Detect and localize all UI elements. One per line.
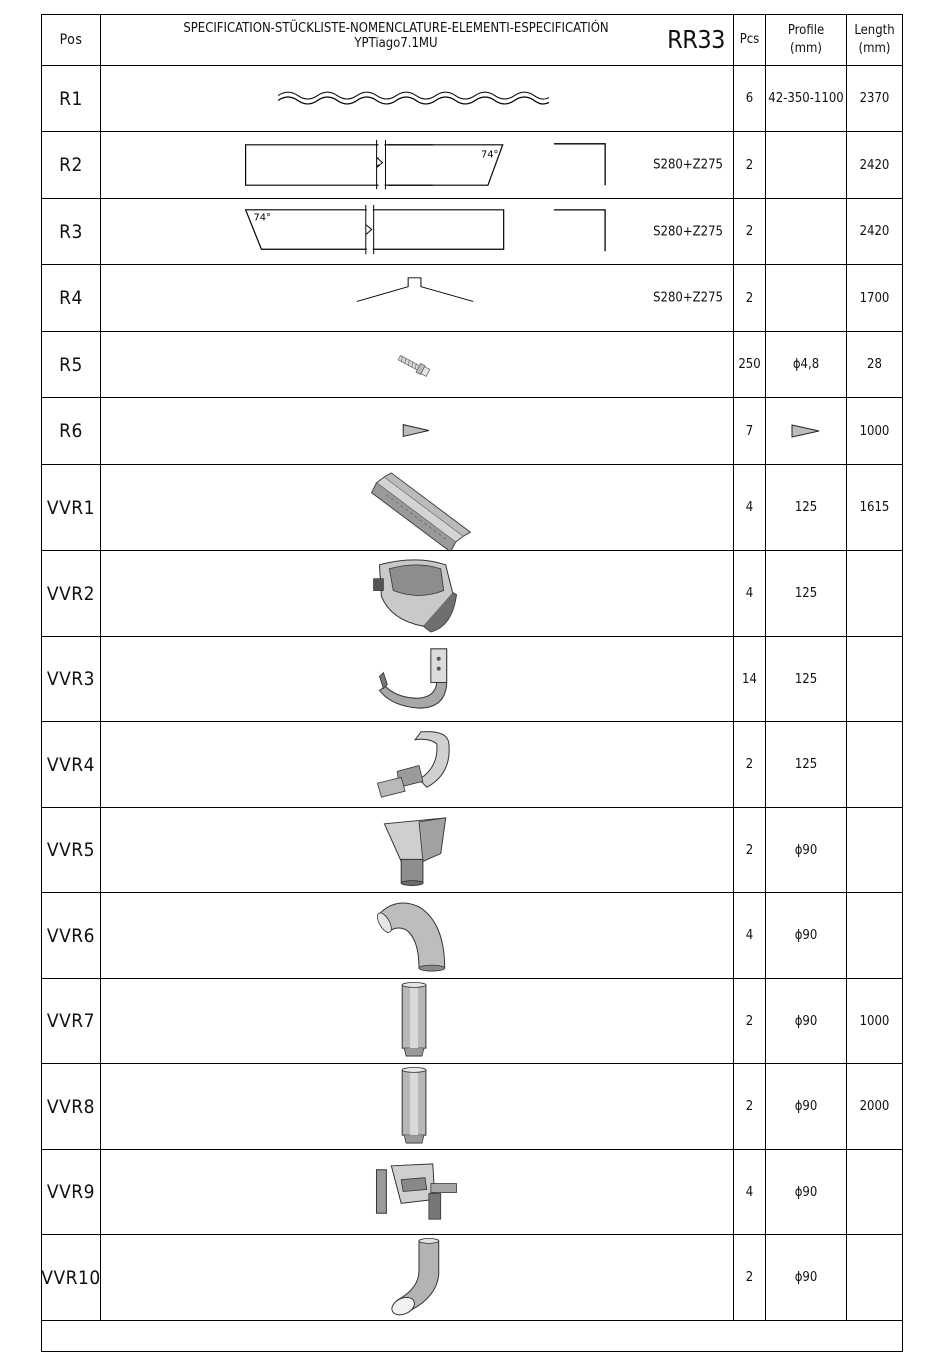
row-length: 2000 <box>859 1099 890 1114</box>
row-pos: VVR3 <box>42 637 101 721</box>
row-pos: R2 <box>42 132 101 198</box>
row-drawing <box>101 979 734 1063</box>
table-row <box>42 132 902 199</box>
row-drawing <box>101 1150 734 1234</box>
row-profile <box>766 398 847 464</box>
table-row <box>42 808 902 893</box>
table-row <box>42 465 902 551</box>
row-pcs: 6 <box>734 66 766 131</box>
specification-sheet <box>41 14 903 1352</box>
row-pos: VVR7 <box>42 979 101 1063</box>
row-profile: 42-350-1100 <box>766 66 847 131</box>
row-profile <box>766 199 847 264</box>
header-pcs: Pcs <box>734 15 766 65</box>
table-row <box>42 265 902 332</box>
row-profile: 125 <box>766 465 847 550</box>
wedge-profile-icon <box>791 423 821 439</box>
gutter-outlet-icon <box>101 808 734 892</box>
row-profile: ϕ90 <box>766 893 847 978</box>
row-profile: ϕ90 <box>766 808 847 892</box>
row-profile: 125 <box>766 722 847 807</box>
row-pos: R5 <box>42 332 101 397</box>
table-row <box>42 199 902 265</box>
row-pcs: 2 <box>734 722 766 807</box>
row-profile: 125 <box>766 551 847 636</box>
row-length: 2420 <box>859 224 890 239</box>
gutter-end-cap-icon <box>101 551 734 636</box>
row-drawing <box>101 66 734 131</box>
row-pos: VVR10 <box>42 1235 101 1320</box>
row-profile: 125 <box>766 637 847 721</box>
row-pos: VVR1 <box>42 465 101 550</box>
row-pcs: 4 <box>734 551 766 636</box>
table-row <box>42 722 902 808</box>
downpipe-2000-icon <box>101 1064 734 1149</box>
header-length-label: Length <box>854 23 895 38</box>
row-length <box>847 808 902 892</box>
row-drawing <box>101 551 734 636</box>
row-profile: ϕ90 <box>766 1235 847 1320</box>
row-pcs: 2 <box>734 265 766 331</box>
pipe-bracket-icon <box>101 1150 734 1234</box>
row-length <box>847 1150 902 1234</box>
row-length: 1000 <box>859 423 890 439</box>
material-spec: S280+Z275 <box>653 157 723 173</box>
row-length <box>847 722 902 807</box>
table-row <box>42 551 902 637</box>
row-drawing <box>101 637 734 721</box>
table-row <box>42 398 902 465</box>
wedge-filler-icon <box>101 398 734 464</box>
row-profile: ϕ90 <box>766 1064 847 1149</box>
row-profile: ϕ90 <box>766 979 847 1063</box>
header-pos: Pos <box>42 15 101 65</box>
row-pcs: 2 <box>734 199 766 264</box>
downpipe-elbow-icon <box>101 893 734 978</box>
table-row <box>42 1064 902 1150</box>
row-pos: VVR6 <box>42 893 101 978</box>
row-pcs: 2 <box>734 1064 766 1149</box>
row-drawing <box>101 199 734 264</box>
row-drawing <box>101 808 734 892</box>
table-row <box>42 893 902 979</box>
row-length: 28 <box>867 357 882 372</box>
row-pcs: 4 <box>734 465 766 550</box>
row-drawing <box>101 332 734 397</box>
row-length: 1000 <box>859 1013 890 1029</box>
footer-band <box>42 1321 902 1351</box>
row-length <box>847 551 902 636</box>
row-length: 1615 <box>859 500 890 515</box>
row-drawing <box>101 893 734 978</box>
header-length <box>847 15 902 65</box>
row-length <box>847 637 902 721</box>
angle-label: 74° <box>481 149 499 161</box>
corrugated-roof-sheet-icon <box>101 66 734 131</box>
drawing-code: RR33 <box>667 25 725 54</box>
row-length <box>847 893 902 978</box>
header-profile <box>766 15 847 65</box>
row-pcs: 2 <box>734 132 766 198</box>
table-row <box>42 1235 902 1321</box>
ridge-flashing-icon <box>101 265 734 331</box>
row-pos: VVR2 <box>42 551 101 636</box>
downpipe-1000-icon <box>101 979 734 1063</box>
screw-icon <box>101 332 734 397</box>
row-pos: VVR4 <box>42 722 101 807</box>
edge-flashing-right-icon <box>101 199 734 264</box>
row-pos: VVR9 <box>42 1150 101 1234</box>
row-profile <box>766 132 847 198</box>
row-pcs: 7 <box>734 398 766 464</box>
downpipe-outlet-icon <box>101 1235 734 1320</box>
header-profile-unit: (mm) <box>790 41 822 56</box>
row-pos: R3 <box>42 199 101 264</box>
material-spec: S280+Z275 <box>653 290 723 306</box>
row-length: 2420 <box>859 157 890 173</box>
gutter-icon <box>101 465 734 550</box>
row-pcs: 14 <box>734 637 766 721</box>
row-pcs: 4 <box>734 893 766 978</box>
table-row <box>42 979 902 1064</box>
row-drawing <box>101 465 734 550</box>
row-pcs: 2 <box>734 979 766 1063</box>
edge-flashing-left-icon <box>101 132 734 198</box>
row-pcs: 2 <box>734 808 766 892</box>
header-title-cell <box>101 15 734 65</box>
row-pos: R6 <box>42 398 101 464</box>
row-pos: R4 <box>42 265 101 331</box>
row-pcs: 2 <box>734 1235 766 1320</box>
row-pcs: 4 <box>734 1150 766 1234</box>
row-profile: ϕ4,8 <box>766 332 847 397</box>
row-drawing <box>101 398 734 464</box>
row-drawing <box>101 1064 734 1149</box>
row-length <box>847 1235 902 1320</box>
table-row <box>42 332 902 398</box>
row-drawing <box>101 1235 734 1320</box>
row-length: 1700 <box>859 290 890 306</box>
title-block <box>101 21 691 51</box>
row-drawing <box>101 132 734 198</box>
table-row <box>42 66 902 132</box>
angle-label: 74° <box>253 212 271 224</box>
row-pos: VVR8 <box>42 1064 101 1149</box>
row-profile <box>766 265 847 331</box>
row-profile: ϕ90 <box>766 1150 847 1234</box>
row-pos: R1 <box>42 66 101 131</box>
row-pcs: 250 <box>734 332 766 397</box>
table-row <box>42 637 902 722</box>
material-spec: S280+Z275 <box>653 224 723 239</box>
row-pos: VVR5 <box>42 808 101 892</box>
title-line-1: SPECIFICATION-STÜCKLISTE-NOMENCLATURE-ELEMENTI-ESPECIFICATIÓN <box>183 21 609 36</box>
header-profile-label: Profile <box>787 23 825 38</box>
row-drawing <box>101 265 734 331</box>
header-length-unit: (mm) <box>858 41 891 56</box>
row-drawing <box>101 722 734 807</box>
header-row <box>42 15 902 66</box>
gutter-bracket-icon <box>101 637 734 721</box>
gutter-joint-icon <box>101 722 734 807</box>
row-length: 2370 <box>859 91 890 106</box>
title-line-2: YPTiago7.1MU <box>354 36 438 51</box>
table-row <box>42 1150 902 1235</box>
